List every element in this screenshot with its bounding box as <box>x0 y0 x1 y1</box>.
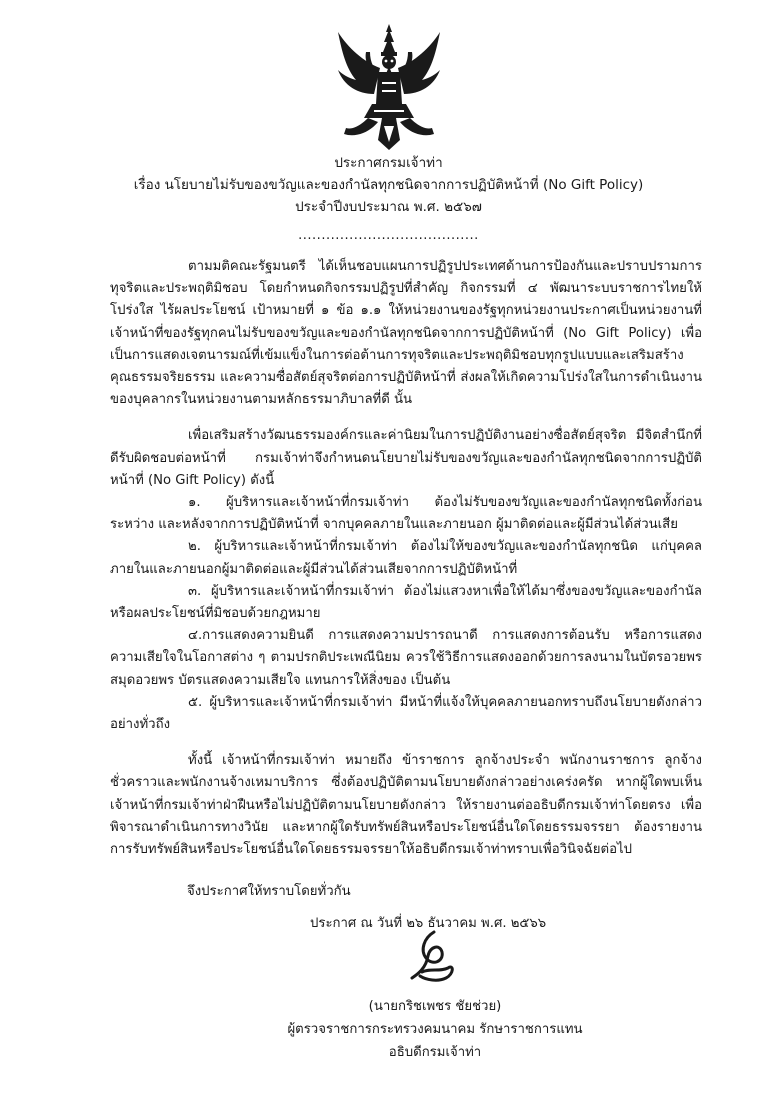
subject-line: เรื่อง นโยบายไม่รับของขวัญและของกำนัลทุกชนิดจากการปฏิบัติหน้าที่ (No Gift Policy) <box>133 177 644 193</box>
paragraph-scope: ทั้งนี้ เจ้าหน้าที่กรมเจ้าท่า หมายถึง ข้าราชการ ลูกจ้างประจำ พนักงานราชการ ลูกจ้างชั่วคราวและพนักงานจ้างเหมาบริการ ซึ่งต้องปฏิบัติตามนโยบายดังกล่าวอย่างเคร่งครัด หากผู้ใดพบเห็นเจ้าหน้าที่กรมเจ้าท่าฝ่าฝืนหรือไม่ปฏิบัติตามนโยบายดังกล่าว ให้รายงานต่ออธิบดีกรมเจ้าท่าโดยตรง เพื่อพิจารณาดำเนินการทางวินัย และหากผู้ใดรับทรัพย์สินหรือประโยชน์อื่นใดโดยธรรมจรรยา ต้องรายงานการรับทรัพย์สินหรือประโยชน์อื่นใดโดยธรรมจรรยาให้อธิบดีกรมเจ้าท่าทราบเพื่อวินิจฉัยต่อไป <box>110 753 702 858</box>
announcement-header <box>80 152 697 218</box>
signature-icon <box>404 928 460 986</box>
signatory-title: อธิบดีกรมเจ้าท่า <box>388 1045 482 1060</box>
policy-item-1: ๑. ผู้บริหารและเจ้าหน้าที่กรมเจ้าท่า ต้องไม่รับของขวัญและของกำนัลทุกชนิดทั้งก่อน ระหว่าง และหลังจากการปฏิบัติหน้าที่ จากบุคคลภายในและภายนอก ผู้มาติดต่อและผู้มีส่วนได้ส่วนเสีย <box>110 495 702 533</box>
announcement-body <box>110 256 702 861</box>
paragraph-policy-intro: เพื่อเสริมสร้างวัฒนธรรมองค์กรและค่านิยมในการปฏิบัติงานอย่างซื่อสัตย์สุจริต มีจิตสำนึกที่ดีรับผิดชอบต่อหน้าที่ กรมเจ้าท่าจึงกำหนดนโยบายไม่รับของขวัญและของกำนัลทุกชนิดจากการปฏิบัติหน้าที่ (No Gift Policy) ดังนี้ <box>110 428 702 488</box>
policy-item-3: ๓. ผู้บริหารและเจ้าหน้าที่กรมเจ้าท่า ต้องไม่แสวงหาเพื่อให้ได้มาซึ่งของขวัญและของกำนัลหรือผลประโยชน์ที่มิชอบด้วยกฎหมาย <box>110 583 702 622</box>
signatory-block <box>240 995 630 1064</box>
policy-item-4: ๔.การแสดงความยินดี การแสดงความปรารถนาดี การแสดงการต้อนรับ หรือการแสดงความเสียใจในโอกาสต่าง ๆ ตามปรกติประเพณีนิยม ควรใช้วิธีการแสดงออกด้วยการลงนามในบัตรอวยพรสมุดอวยพร บัตรแสดงความเสียใจ แทนการให้สิ่งของ เป็นต้น <box>110 628 702 688</box>
closing-statement: จึงประกาศให้ทราบโดยทั่วกัน <box>187 884 351 899</box>
signatory-name: (นายกริชเพชร ชัยช่วย) <box>368 999 502 1014</box>
policy-item-5: ๕. ผู้บริหารและเจ้าหน้าที่กรมเจ้าท่า มีหน้าที่แจ้งให้บุคคลภายนอกทราบถึงนโยบายดังกล่าวอย่างทั่วถึง <box>110 694 702 733</box>
paragraph-background: ตามมติคณะรัฐมนตรี ได้เห็นชอบแผนการปฏิรูปประเทศด้านการป้องกันและปราบปรามการทุจริตและประพฤติมิชอบ โดยกำหนดกิจกรรมปฏิรูปที่สำคัญ กิจกรรมที่ ๔ พัฒนาระบบราชการไทยให้โปร่งใส ไร้ผลประโยชน์ เป้าหมายที่ ๑ ข้อ ๑.๑ ให้หน่วยงานของรัฐทุกหน่วยงานประกาศเป็นหน่วยงานที่เจ้าหน้าที่ของรัฐทุกคนไม่รับของขวัญและของกำนัลทุกชนิดจากการปฏิบัติหน้าที่ (No Gift Policy) เพื่อเป็นการแสดงเจตนารมณ์ที่เข้มแข็งในการต่อต้านการทุจริตและประพฤติมิชอบทุกรูปแบบและเสริมสร้างคุณธรรมจริยธรรม และความซื่อสัตย์สุจริตต่อการปฏิบัติหน้าที่ ส่งผลให้เกิดความโปร่งใสในการดำเนินงานของบุคลากรในหน่วยงานตามหลักธรรมาภิบาลที่ดี นั้น <box>110 259 702 408</box>
fiscal-year-line: ประจำปีงบประมาณ พ.ศ. ๒๕๖๗ <box>295 199 482 215</box>
issuer-title: ประกาศกรมเจ้าท่า <box>334 155 443 171</box>
announcement-date: ประกาศ ณ วันที่ ๒๖ ธันวาคม พ.ศ. ๒๕๖๖ <box>310 916 547 931</box>
garuda-emblem-icon <box>334 22 444 152</box>
policy-item-2: ๒. ผู้บริหารและเจ้าหน้าที่กรมเจ้าท่า ต้องไม่ให้ของขวัญและของกำนัลทุกชนิด แก่บุคคลภายในและภายนอกผู้มาติดต่อและผู้มีส่วนได้ส่วนเสียจากการปฏิบัติหน้าที่ <box>110 539 702 577</box>
header-separator: ....................................... <box>298 228 479 243</box>
signatory-position: ผู้ตรวจราชการกระทรวงคมนาคม รักษาราชการแทน <box>287 1022 583 1037</box>
